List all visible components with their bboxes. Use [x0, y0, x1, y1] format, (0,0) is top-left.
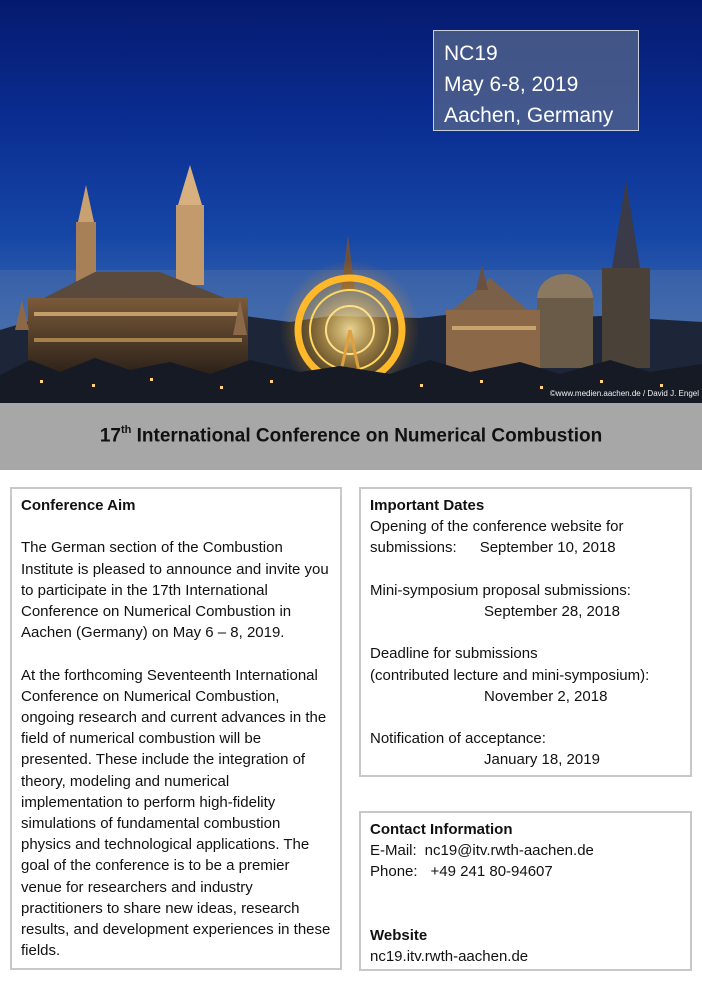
title-ordinal: 17 [99, 425, 121, 447]
phone-number: +49 241 80-94607 [430, 863, 553, 881]
email-label: E-Mail: [370, 842, 417, 860]
date-2-label: Mini-symposium proposal submissions: [370, 581, 631, 599]
date-1-value: September 10, 2018 [479, 539, 616, 557]
aim-paragraph-1: The German section of the Combustion Institute is pleased to announce and invite you to participate in the 17th International Conference on Numerical Combustion in Aachen (Germany) on May 6 – 8, 2019. [21, 539, 329, 642]
date-1-row [370, 537, 681, 558]
website-link[interactable]: nc19.itv.rwth-aachen.de [370, 948, 529, 966]
contact-heading: Contact Information [370, 821, 513, 838]
email-row [370, 840, 681, 861]
hero-photo [0, 0, 702, 403]
aim-heading: Conference Aim [21, 497, 136, 514]
event-code: NC19 [444, 42, 498, 65]
date-1-description: Opening of the conference website for [370, 518, 624, 536]
title-text: International Conference on Numerical Combustion [136, 425, 603, 447]
phone-label: Phone: [370, 863, 418, 881]
website-heading: Website [370, 926, 428, 944]
date-4-label: Notification of acceptance: [370, 730, 546, 748]
date-3-label: Deadline for submissions [370, 645, 538, 663]
title-ordinal-suffix: th [120, 424, 132, 437]
conference-aim-box [10, 487, 342, 970]
dates-heading: Important Dates [370, 497, 485, 514]
important-dates-box [359, 487, 692, 777]
event-dates: May 6-8, 2019 [444, 73, 579, 96]
photo-credit: ©www.medien.aachen.de / David J. Engel [549, 389, 699, 398]
event-location: Aachen, Germany [444, 104, 614, 127]
aim-paragraph-2: At the forthcoming Seventeenth International Conference on Numerical Combustion, ongoing research and current advances in the field of numerical combustion will be presented. These include the integration of theory, modeling and numerical implementation to perform high-fidelity simulations of fundamental combustion physics and technological applications. The goal of the conference is to be a premier venue for researchers and industry practitioners to share new ideas, research results, and development experiences in these fields. [21, 666, 331, 960]
date-1-label: submissions: [370, 539, 457, 557]
phone-row [370, 861, 681, 882]
date-4-value: January 18, 2019 [484, 751, 600, 769]
contact-info-box [359, 811, 692, 971]
date-3-sublabel: (contributed lecture and mini-symposium): [370, 666, 650, 684]
event-info-box [433, 30, 639, 131]
email-link[interactable]: nc19@itv.rwth-aachen.de [424, 842, 594, 860]
page-title [100, 425, 602, 447]
date-3-value: November 2, 2018 [484, 687, 608, 705]
title-banner [0, 403, 702, 470]
date-2-value: September 28, 2018 [484, 603, 620, 620]
